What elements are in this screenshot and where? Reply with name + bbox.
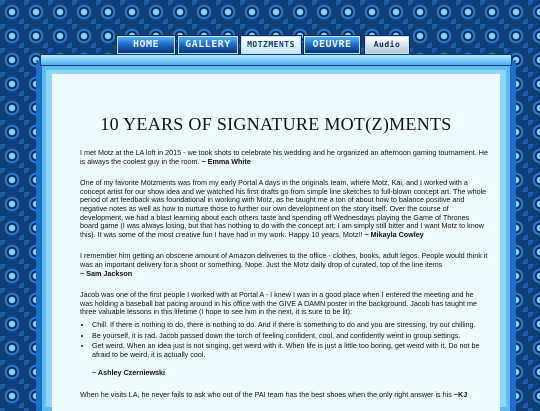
entry-text: When he visits LA, he never fails to ask who out of the PAI team has the best shoes when the only right answer is his (80, 389, 452, 399)
content-panel[interactable] (52, 74, 500, 411)
entries-list (52, 149, 500, 399)
page-title: 10 YEARS OF SIGNATURE MOT(Z)MENTS (100, 114, 452, 134)
entry-text: Jacob was one of the first people I worked with at Portal A - I knew I was in a good place when I entered the meeting and he was holding a baseball bat pacing around in his office with the GIVE A DAMN poster in the background. Jacob has taught me three valuable lessons in this lifetime (I hope to see him in the next, it is sure to be lit): (80, 290, 478, 317)
entry-5 (80, 391, 488, 400)
nav-motzments-button[interactable]: MOTZMENTS (241, 36, 301, 54)
list-item: • Chill. If there is nothing to do, there is nothing to do. And if there is something to do and you are stressing, try out chilling. (92, 321, 488, 330)
content-frame (36, 60, 516, 411)
list-item: • Get weird. When an idea just is not singing, get weird with it. When life is just a little too boring, get weird with it. Do not be afraid to be weird, it is actually cool. (92, 342, 488, 359)
entry-bullets (80, 321, 488, 359)
entry-text: I met Motz at the LA loft in 2015 - we took shots to celebrate his wedding and he organized an afternoon gaming tournament. He is always the coolest guy in the room. (80, 148, 488, 166)
audio-toggle-button[interactable]: Audio (365, 36, 409, 54)
list-item: • Be yourself, it is rad. Jacob passed down the torch of feeling confident, cool, and confidently weird in group settings. (92, 332, 488, 341)
entry-author: ~ Mikayla Cowley (364, 229, 424, 239)
entry-text: I remember him getting an obscene amount of Amazon deliveries to the office - clothes, books, adult legos. People would think it was an important delivery for a shoot or something. Nope. Just the Motz daily drop of curated, top of the line items (80, 251, 488, 269)
entry-author: ~ Ashley Czerniewski (92, 368, 166, 378)
nav-oeuvre-button[interactable]: OEUVRE (304, 36, 360, 54)
nav-gallery-button[interactable]: GALLERY (178, 36, 238, 54)
entry-author: ~ Emma White (201, 156, 251, 166)
entry-text: One of my favorite Motzments was from my early Portal A days in the originals team, where Motz, Kai, and I worked with a concept artist for our show idea and we watched his first drafts go from simple line sketches to full-blown concept art. The whole period of art feedback was foundational in working with Motz, as he taught me a ton of about how to balance positive and negative notes as well as how to nurture those to further our own development on the story itself. Over the course of development, we had a blast learning about each others taste and spending off Wednesdays playing the Game of Thrones board game (I was always losing, but that has nothing to do with the concept art; I am simply still bitter and I want Motz to know this). It was some of the most creative fun I have had in my work. Happy 10 years, Motz!! (80, 178, 487, 239)
top-navigation (0, 0, 540, 62)
entry-2 (80, 179, 488, 239)
entry-1 (80, 149, 488, 166)
nav-home-button[interactable]: HOME (117, 36, 175, 54)
entry-4 (80, 291, 488, 378)
entry-3 (80, 252, 488, 278)
entry-author: ~ Sam Jackson (80, 268, 133, 278)
entry-author: ~KJ (453, 389, 468, 399)
